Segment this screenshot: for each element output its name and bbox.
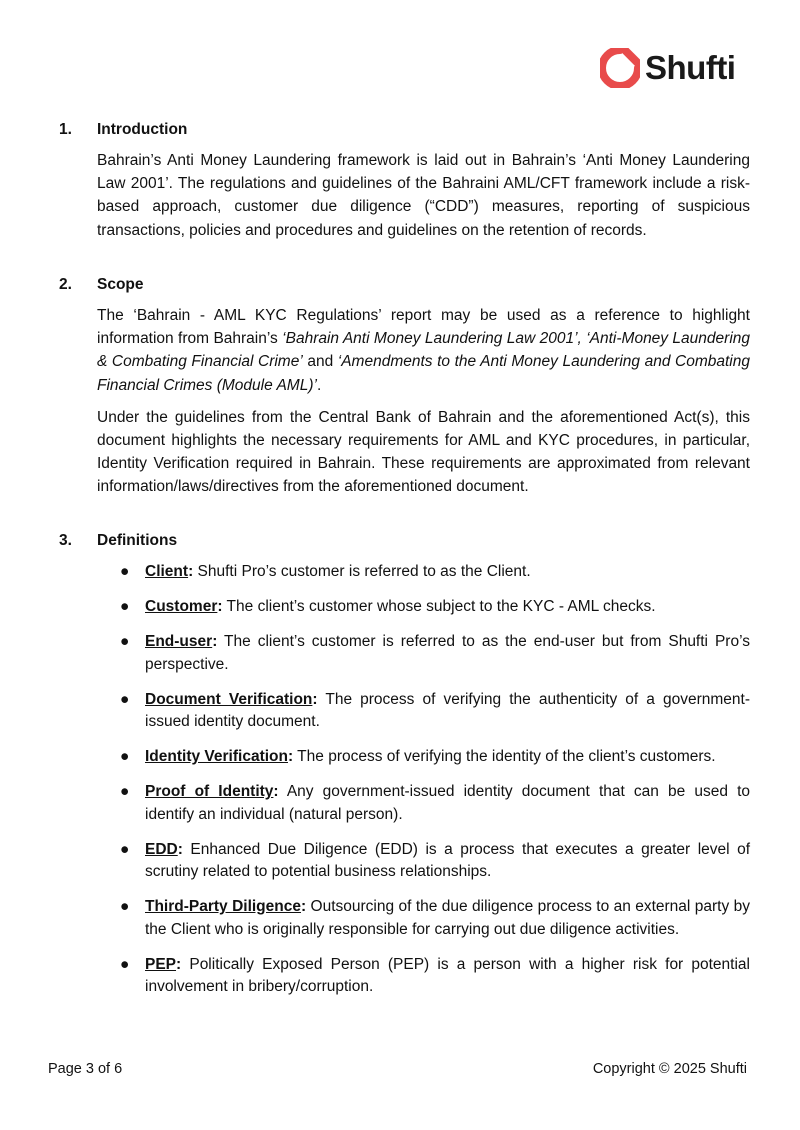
- definition-term: End-user: [145, 633, 213, 650]
- scope-amendments-title: ‘Amendments to the Anti Money Laundering and Combating Financial Crimes (Module AML)’: [97, 353, 750, 394]
- bullet-icon: ●: [120, 633, 130, 650]
- definition-term: Customer: [145, 598, 218, 615]
- scope-text-a: The ‘Bahrain - AML KYC Regulations’ report may be used as a reference to highlight information from Bahrain’s: [97, 307, 750, 348]
- shufti-logo-text: Shufti: [645, 49, 736, 86]
- definition-term: Third-Party Diligence: [145, 898, 301, 915]
- bullet-icon: ●: [120, 748, 130, 765]
- definition-term: PEP: [145, 955, 177, 973]
- scope-text-end: .: [316, 376, 322, 394]
- bullet-icon: ●: [120, 690, 130, 708]
- scope-law-titles: ‘Bahrain Anti Money Laundering Law 2001’, ‘Anti-Money Laundering & Combating Financial Crime’: [97, 330, 751, 371]
- definition-item: ● Proof of Identity: Any government-issued identity document that can be used to identify an individual (natural person).: [120, 783, 750, 823]
- section-heading: [59, 529, 750, 552]
- definition-text: Politically Exposed Person (PEP) is a person with a higher risk for potential involvement in bribery/corruption.: [145, 955, 750, 995]
- section-heading: [59, 273, 750, 296]
- definition-item: ● Identity Verification: The process of verifying the identity of the client’s customers.: [59, 746, 750, 769]
- definition-text: Outsourcing of the due diligence process to an external party by the Client who is originally responsible for carrying out due diligence activities.: [145, 898, 750, 938]
- definition-text: The client’s customer is referred to as the end-user but from Shufti Pro’s perspective.: [145, 633, 750, 673]
- definitions-list: [59, 561, 750, 999]
- scope-paragraph-1: [97, 304, 750, 397]
- definition-text: Shufti Pro’s customer is referred to as the Client.: [193, 563, 531, 580]
- section-title: Introduction: [97, 121, 188, 138]
- definition-item: ● Client: Shufti Pro’s customer is referred to as the Client.: [59, 561, 750, 584]
- bullet-icon: ●: [120, 840, 130, 858]
- definition-item: ● End-user: The client’s customer is referred to as the end-user but from Shufti Pro’s perspective.: [120, 633, 750, 673]
- definition-text: The client’s customer whose subject to the KYC - AML checks.: [222, 598, 656, 615]
- definition-text: The process of verifying the authenticity of a government-issued identity document.: [145, 690, 750, 730]
- shufti-logo-icon: [600, 48, 640, 88]
- bullet-icon: ●: [120, 898, 130, 915]
- section-number: 2.: [59, 276, 72, 293]
- scope-paragraph-2: Under the guidelines from the Central Bank of Bahrain and the aforementioned Act(s), this document highlights the necessary requirements for AML and KYC procedures, in particular, Identity Verification required in Bahrain. These requirements are approximated from relevant information/laws/directives from the aforementioned document.: [97, 408, 750, 496]
- intro-paragraph: Bahrain’s Anti Money Laundering framework is laid out in Bahrain’s ‘Anti Money Laundering Law 2001’. The regulations and guidelines of the Bahraini AML/CFT framework include a risk-based approach, customer due diligence (“CDD”) measures, reporting of suspicious transactions, policies and procedures and guidelines on the retention of records.: [97, 152, 750, 239]
- section-definitions: [59, 529, 750, 1011]
- definition-text: Any government-issued identity document that can be used to identify an individual (natural person).: [145, 783, 750, 823]
- section-number: 1.: [59, 121, 72, 138]
- definition-term: Client: [145, 563, 189, 580]
- bullet-icon: ●: [120, 598, 130, 615]
- section-title: Definitions: [97, 532, 178, 549]
- definition-item: ● Customer: The client’s customer whose subject to the KYC - AML checks.: [59, 596, 750, 619]
- shufti-logo: [600, 48, 760, 92]
- copyright-notice: Copyright © 2025 Shufti: [592, 1061, 747, 1077]
- definition-text: Enhanced Due Diligence (EDD) is a process that executes a greater level of scrutiny related to potential business relationships.: [145, 840, 750, 880]
- section-scope: [59, 273, 750, 499]
- scope-text-and: and: [302, 353, 338, 371]
- bullet-icon: ●: [120, 955, 130, 973]
- definition-item: ● Third-Party Diligence: Outsourcing of the due diligence process to an external party by the Client who is originally responsible for carrying out due diligence activities.: [120, 898, 750, 938]
- definition-term: Document Verification: [145, 690, 313, 708]
- page-number: Page 3 of 6: [48, 1061, 123, 1077]
- section-number: 3.: [59, 532, 72, 549]
- definition-term: Identity Verification: [145, 748, 288, 765]
- bullet-icon: ●: [120, 563, 130, 580]
- section-introduction: [59, 118, 750, 242]
- section-heading: [59, 118, 750, 141]
- definition-item: ● Document Verification: The process of verifying the authenticity of a government-issued identity document.: [120, 690, 750, 730]
- definition-item: ● PEP: Politically Exposed Person (PEP) is a person with a higher risk for potential involvement in bribery/corruption.: [120, 955, 750, 995]
- definition-text: The process of verifying the identity of the client’s customers.: [293, 748, 716, 765]
- definition-term: EDD: [145, 840, 178, 858]
- definition-item: ● EDD: Enhanced Due Diligence (EDD) is a process that executes a greater level of scrutiny related to potential business relationships.: [120, 840, 750, 880]
- bullet-icon: ●: [120, 783, 130, 800]
- definition-term: Proof of Identity: [145, 783, 274, 800]
- section-title: Scope: [97, 276, 144, 293]
